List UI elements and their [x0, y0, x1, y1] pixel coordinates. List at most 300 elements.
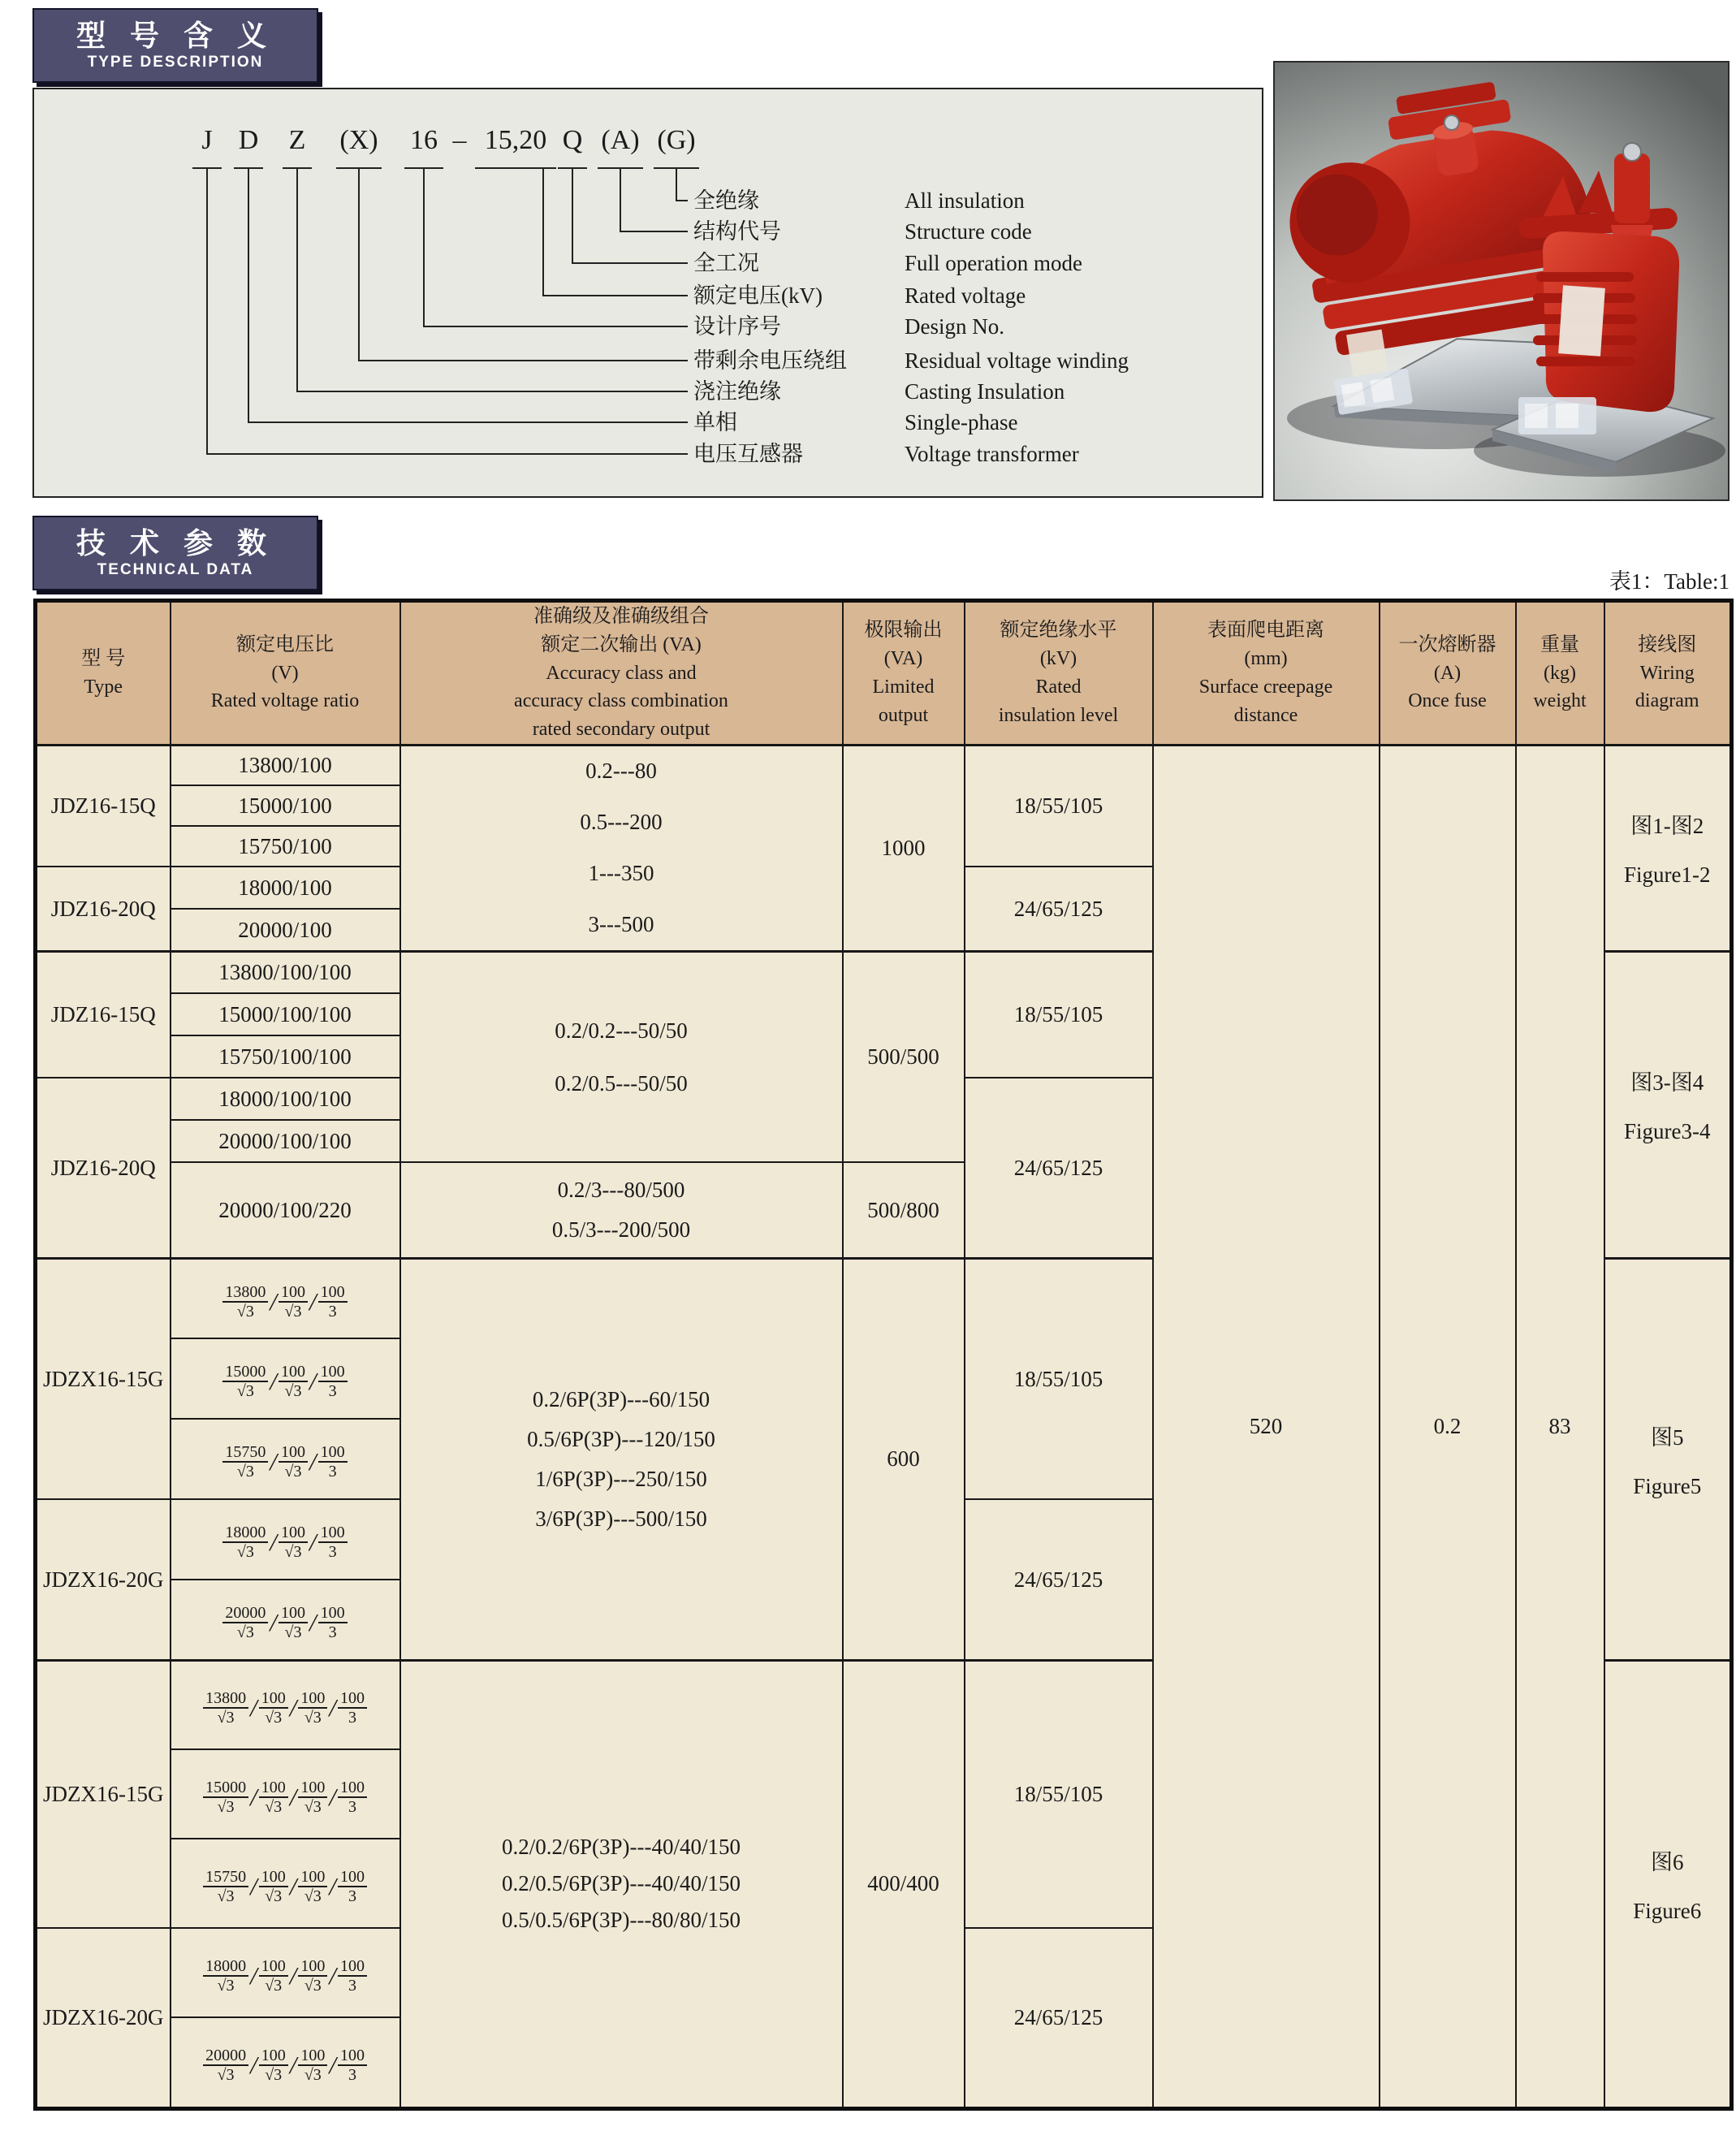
- title-zh: 技 术 参 数: [76, 525, 274, 560]
- type-cell: JDZ16-15Q: [36, 951, 171, 1078]
- fraction-denominator: √3: [265, 1887, 283, 1905]
- header-line: Surface creepage: [1198, 676, 1333, 698]
- fraction-numerator: 100: [279, 1283, 308, 1303]
- title-zh: 型 号 含 义: [76, 18, 274, 52]
- fraction: [203, 1779, 248, 1816]
- type-code-part: (X): [339, 125, 378, 155]
- fraction-numerator: 18000: [203, 1957, 248, 1977]
- ratio-fraction: [202, 1779, 368, 1816]
- fraction: [318, 1283, 348, 1321]
- fraction-denominator: √3: [236, 1302, 254, 1321]
- type-cell: JDZ16-20Q: [36, 867, 171, 951]
- fraction-denominator: √3: [236, 1463, 254, 1481]
- legend-label-en: Residual voltage winding: [905, 348, 1129, 373]
- fraction: [298, 1779, 327, 1816]
- col-header-fuse: [1380, 601, 1516, 746]
- header-line: Accuracy class and: [546, 662, 697, 684]
- insulation-cell: 24/65/125: [965, 1078, 1153, 1258]
- insulation-cell: 24/65/125: [965, 867, 1153, 951]
- header-line: accuracy class combination: [514, 690, 728, 712]
- accuracy-cell: [400, 1162, 843, 1258]
- insulation-cell: 18/55/105: [965, 1258, 1153, 1499]
- ratio-cell: [171, 1419, 400, 1499]
- legend-label-zh: 电压互感器: [693, 442, 803, 466]
- fraction-denominator: √3: [217, 1887, 235, 1905]
- type-cell: JDZX16-20G: [36, 1499, 171, 1660]
- fraction-numerator: 100: [298, 2047, 327, 2066]
- legend-label-zh: 带剩余电压绕组: [693, 348, 847, 373]
- technical-data-title: [32, 516, 318, 590]
- cell-lines: [1605, 1844, 1730, 1924]
- fraction: [318, 1524, 348, 1561]
- type-cell: JDZ16-15Q: [36, 745, 171, 867]
- header-line: 准确级及准确级组合: [533, 606, 709, 627]
- col-header-type: [36, 601, 171, 746]
- col-header-output: [843, 601, 965, 746]
- fraction: [338, 1689, 367, 1727]
- header-line: (V): [271, 662, 299, 684]
- legend-row: [34, 439, 1262, 469]
- fraction: [298, 1868, 327, 1905]
- header-line: Type: [84, 676, 123, 698]
- fraction-separator: /: [309, 1528, 317, 1557]
- fraction-denominator: √3: [236, 1623, 254, 1642]
- fraction-numerator: 20000: [203, 2047, 248, 2066]
- type-code-part: (G): [657, 125, 696, 155]
- fraction-separator: /: [289, 1693, 297, 1723]
- legend-row: [34, 345, 1262, 376]
- cell-line: 0.2/6P(3P)---60/150: [532, 1386, 710, 1411]
- header-line: 表面爬电距离: [1207, 620, 1324, 642]
- cell-line: 1---350: [588, 861, 654, 886]
- fraction-separator: /: [309, 1286, 317, 1316]
- wiring-cell: [1604, 1660, 1732, 2108]
- ratio-cell: [171, 1338, 400, 1419]
- legend-label-zh: 全工况: [693, 251, 759, 275]
- fraction-separator: /: [270, 1608, 277, 1637]
- fraction: [222, 1524, 268, 1561]
- fraction-separator: /: [270, 1528, 277, 1557]
- type-code-panel: [32, 88, 1263, 498]
- legend-row: [34, 248, 1262, 279]
- ratio-cell: [171, 2017, 400, 2108]
- fraction: [338, 2047, 367, 2084]
- fraction-numerator: 100: [298, 1689, 327, 1709]
- ratio-cell: 20000/100/100: [171, 1120, 400, 1162]
- fraction-denominator: √3: [304, 1709, 322, 1727]
- fraction-denominator: √3: [217, 1976, 235, 1995]
- ratio-fraction: [222, 1443, 348, 1480]
- fraction-denominator: 3: [348, 1976, 356, 1995]
- fraction-separator: /: [270, 1367, 277, 1396]
- fraction-denominator: √3: [236, 1382, 254, 1401]
- legend-label-zh: 单相: [693, 410, 737, 434]
- fraction-denominator: 3: [328, 1543, 337, 1562]
- cell-line: 图1-图2: [1630, 814, 1704, 839]
- fraction-numerator: 100: [298, 1957, 327, 1977]
- cell-line: 0.5/3---200/500: [551, 1217, 691, 1243]
- fuse-cell: 0.2: [1380, 745, 1516, 2108]
- fraction-numerator: 100: [338, 1779, 367, 1798]
- type-cell: JDZX16-15G: [36, 1660, 171, 1928]
- fraction: [259, 1957, 288, 1995]
- cell-line: 0.2---80: [585, 759, 657, 784]
- fraction-numerator: 100: [259, 2047, 288, 2066]
- fraction: [279, 1283, 308, 1321]
- legend-row: [34, 311, 1262, 342]
- fraction-separator: /: [270, 1447, 277, 1476]
- wiring-cell: [1604, 951, 1732, 1258]
- accuracy-cell: [400, 1258, 843, 1660]
- legend-label-zh: 全绝缘: [693, 188, 759, 213]
- fraction-denominator: √3: [284, 1382, 302, 1401]
- weight-cell: 83: [1516, 745, 1604, 2108]
- header-line: weight: [1533, 690, 1587, 712]
- fraction: [259, 1868, 288, 1905]
- ratio-cell: 20000/100/220: [171, 1162, 400, 1258]
- fraction-separator: /: [329, 1782, 336, 1811]
- cell-line: Figure5: [1633, 1473, 1702, 1498]
- ratio-cell: 15750/100/100: [171, 1035, 400, 1078]
- cell-line: 0.5---200: [580, 810, 663, 835]
- fraction: [259, 1779, 288, 1816]
- output-cell: 400/400: [843, 1660, 965, 2108]
- cell-line: 0.2/0.2---50/50: [555, 1018, 688, 1043]
- legend-label-en: Design No.: [905, 314, 1004, 339]
- col-header-ratio: [171, 601, 400, 746]
- cell-lines: [1605, 1065, 1730, 1144]
- legend-label-en: Single-phase: [905, 410, 1018, 434]
- ratio-fraction: [222, 1524, 348, 1561]
- ratio-fraction: [202, 1868, 368, 1905]
- fraction-numerator: 15000: [203, 1779, 248, 1798]
- ratio-fraction: [222, 1604, 348, 1641]
- title-en: TECHNICAL DATA: [97, 561, 254, 579]
- type-code-part: 15,20: [484, 125, 547, 155]
- ratio-fraction: [222, 1363, 348, 1400]
- cell-lines: [401, 1018, 842, 1096]
- fraction-numerator: 100: [259, 1957, 288, 1977]
- ratio-cell: [171, 1660, 400, 1749]
- header-line: (mm): [1244, 648, 1288, 670]
- fraction: [203, 1689, 248, 1727]
- cell-line: 0.2/3---80/500: [557, 1178, 685, 1203]
- insulation-cell: 24/65/125: [965, 1928, 1153, 2108]
- ratio-cell: [171, 1839, 400, 1928]
- header-line: insulation level: [998, 704, 1119, 726]
- output-cell: 600: [843, 1258, 965, 1660]
- ratio-fraction: [202, 2047, 368, 2084]
- fraction-denominator: √3: [284, 1543, 302, 1562]
- fraction-denominator: 3: [348, 1887, 356, 1905]
- fraction-denominator: 3: [348, 2066, 356, 2085]
- fraction-numerator: 100: [338, 2047, 367, 2066]
- cell-lines: [401, 759, 842, 937]
- fraction-numerator: 13800: [222, 1283, 268, 1303]
- fraction-separator: /: [250, 1960, 257, 1990]
- cell-line: 图6: [1651, 1849, 1684, 1874]
- legend-label-en: Casting Insulation: [905, 379, 1065, 404]
- insulation-cell: 24/65/125: [965, 1499, 1153, 1660]
- insulation-cell: 18/55/105: [965, 1660, 1153, 1928]
- type-code-part: D: [238, 125, 259, 155]
- fraction: [298, 2047, 327, 2084]
- header-line: 额定二次输出 (VA): [541, 633, 702, 655]
- fraction-denominator: √3: [217, 1709, 235, 1727]
- fraction: [203, 1868, 248, 1905]
- type-code-part: Z: [288, 125, 306, 155]
- fraction-denominator: √3: [265, 1976, 283, 1995]
- fraction-denominator: 3: [328, 1623, 337, 1642]
- legend-row: [34, 376, 1262, 407]
- header-line: 型 号: [81, 648, 126, 670]
- fraction: [279, 1524, 308, 1561]
- fraction: [298, 1689, 327, 1727]
- fraction-numerator: 100: [279, 1443, 308, 1463]
- cell-line: Figure3-4: [1624, 1119, 1711, 1144]
- col-header-weight: [1516, 601, 1604, 746]
- cell-lines: [1605, 1420, 1730, 1499]
- fraction: [222, 1604, 268, 1641]
- fraction-denominator: √3: [265, 1709, 283, 1727]
- fraction-denominator: √3: [284, 1623, 302, 1642]
- ratio-cell: 18000/100: [171, 867, 400, 909]
- ratio-cell: 13800/100: [171, 745, 400, 785]
- fraction-denominator: 3: [328, 1463, 337, 1481]
- cell-line: Figure1-2: [1624, 862, 1711, 888]
- spec-table: [33, 599, 1734, 2111]
- col-header-accuracy: [400, 601, 843, 746]
- fraction-numerator: 20000: [222, 1604, 268, 1623]
- legend-label-en: Full operation mode: [905, 251, 1082, 275]
- header-line: 重量: [1540, 633, 1579, 655]
- fraction-denominator: √3: [236, 1543, 254, 1562]
- fraction: [259, 2047, 288, 2084]
- legend-label-en: Structure code: [905, 219, 1032, 244]
- cell-line: 图5: [1651, 1424, 1684, 1450]
- cell-line: 0.2/0.2/6P(3P)---40/40/150: [502, 1835, 741, 1860]
- fraction-numerator: 100: [318, 1363, 348, 1382]
- legend-label-en: Voltage transformer: [905, 442, 1079, 466]
- legend-label-en: All insulation: [905, 188, 1025, 213]
- ratio-cell: 18000/100/100: [171, 1078, 400, 1120]
- fraction-numerator: 100: [279, 1604, 308, 1623]
- cell-line: 0.5/6P(3P)---120/150: [527, 1426, 715, 1451]
- legend-label-zh: 额定电压(kV): [693, 283, 823, 308]
- legend-label-zh: 结构代号: [693, 219, 781, 244]
- fraction: [222, 1363, 268, 1400]
- accuracy-cell: [400, 951, 843, 1162]
- ratio-fraction: [202, 1689, 368, 1727]
- cell-line: 0.2/0.5---50/50: [555, 1070, 688, 1096]
- type-cell: JDZX16-20G: [36, 1928, 171, 2108]
- fraction-denominator: √3: [304, 1976, 322, 1995]
- ratio-cell: 15000/100/100: [171, 993, 400, 1035]
- ratio-cell: [171, 1580, 400, 1660]
- creepage-cell: 520: [1153, 745, 1380, 2108]
- accuracy-cell: [400, 745, 843, 951]
- fraction-denominator: √3: [284, 1463, 302, 1481]
- type-description-title: [32, 8, 318, 83]
- ratio-cell: [171, 1928, 400, 2017]
- header-line: (A): [1433, 662, 1462, 684]
- ratio-cell: [171, 1499, 400, 1580]
- fraction-numerator: 15750: [222, 1443, 268, 1463]
- fraction-numerator: 18000: [222, 1524, 268, 1543]
- header-line: 额定绝缘水平: [1000, 620, 1117, 642]
- fraction-numerator: 100: [259, 1868, 288, 1887]
- fraction-denominator: √3: [217, 2066, 235, 2085]
- ratio-fraction: [222, 1283, 348, 1321]
- fraction-denominator: √3: [304, 2066, 322, 2085]
- legend-label-en: Rated voltage: [905, 283, 1026, 308]
- cell-line: Figure6: [1633, 1898, 1702, 1923]
- fraction-separator: /: [289, 1782, 297, 1811]
- cell-line: 图3-图4: [1630, 1070, 1704, 1096]
- output-cell: 1000: [843, 745, 965, 951]
- fraction-numerator: 100: [338, 1868, 367, 1887]
- header-line: 额定电压比: [236, 633, 334, 655]
- fraction-numerator: 100: [259, 1779, 288, 1798]
- ratio-cell: 13800/100/100: [171, 951, 400, 993]
- header-line: (kg): [1544, 662, 1576, 684]
- fraction-numerator: 100: [259, 1689, 288, 1709]
- ratio-cell: 15750/100: [171, 826, 400, 867]
- fraction: [203, 1957, 248, 1995]
- type-code-part: (A): [601, 125, 640, 155]
- fraction-numerator: 100: [279, 1363, 308, 1382]
- type-code-part: J: [201, 125, 213, 155]
- type-code-part: –: [452, 125, 467, 155]
- header-line: Wiring: [1639, 662, 1695, 684]
- header-line: Rated: [1035, 676, 1082, 698]
- header-line: 一次熔断器: [1398, 633, 1496, 655]
- header-line: Limited: [872, 676, 935, 698]
- legend-row: [34, 216, 1262, 247]
- type-code-part: Q: [562, 125, 583, 155]
- cell-lines: [401, 1835, 842, 1933]
- table-reference: 表1：Table:1: [1609, 569, 1730, 594]
- ratio-cell: 20000/100: [171, 909, 400, 951]
- fraction-numerator: 15750: [203, 1868, 248, 1887]
- fraction: [318, 1443, 348, 1480]
- fraction-denominator: √3: [284, 1302, 302, 1321]
- fraction: [298, 1957, 327, 1995]
- fraction: [279, 1363, 308, 1400]
- fraction: [338, 1868, 367, 1905]
- header-line: 极限输出: [864, 620, 943, 642]
- fraction: [222, 1283, 268, 1321]
- fraction: [279, 1443, 308, 1480]
- cell-lines: [1605, 808, 1730, 888]
- fraction-separator: /: [289, 1871, 297, 1900]
- ratio-cell: [171, 1749, 400, 1839]
- wiring-cell: [1604, 745, 1732, 951]
- fraction-separator: /: [250, 2051, 257, 2080]
- fraction-separator: /: [250, 1782, 257, 1811]
- legend-label-zh: 设计序号: [693, 314, 781, 339]
- fraction: [222, 1443, 268, 1480]
- fraction-denominator: √3: [265, 1797, 283, 1816]
- fraction: [318, 1604, 348, 1641]
- fraction-numerator: 15000: [222, 1363, 268, 1382]
- cell-line: 1/6P(3P)---250/150: [535, 1466, 707, 1491]
- title-en: TYPE DESCRIPTION: [87, 54, 264, 71]
- wiring-cell: [1604, 1258, 1732, 1660]
- output-cell: 500/500: [843, 951, 965, 1162]
- fraction: [279, 1604, 308, 1641]
- fraction-numerator: 100: [298, 1868, 327, 1887]
- header-row: [36, 601, 1732, 746]
- header-line: rated secondary output: [532, 719, 710, 741]
- cell-lines: [401, 1178, 842, 1243]
- fraction: [203, 2047, 248, 2084]
- voltage-transformers-image: [1275, 63, 1728, 499]
- fraction-numerator: 100: [338, 1689, 367, 1709]
- fraction-denominator: 3: [328, 1382, 337, 1401]
- header-line: diagram: [1635, 690, 1699, 712]
- cell-line: 3/6P(3P)---500/150: [535, 1506, 707, 1531]
- header-line: distance: [1233, 704, 1298, 726]
- fraction-separator: /: [329, 1693, 336, 1723]
- fraction-separator: /: [270, 1286, 277, 1316]
- fraction-separator: /: [329, 2051, 336, 2080]
- fraction-denominator: 3: [348, 1709, 356, 1727]
- accuracy-cell: [400, 1660, 843, 2108]
- col-header-creepage: [1153, 601, 1380, 746]
- fraction-separator: /: [250, 1871, 257, 1900]
- fraction-numerator: 100: [318, 1604, 348, 1623]
- fraction-numerator: 13800: [203, 1689, 248, 1709]
- header-line: (kV): [1039, 648, 1077, 670]
- ratio-cell: 15000/100: [171, 785, 400, 826]
- table-row: [36, 745, 1732, 785]
- fraction-separator: /: [309, 1608, 317, 1637]
- fraction-separator: /: [329, 1871, 336, 1900]
- fraction-separator: /: [329, 1960, 336, 1990]
- fraction-denominator: √3: [304, 1797, 322, 1816]
- fraction-separator: /: [289, 1960, 297, 1990]
- fraction-denominator: √3: [265, 2066, 283, 2085]
- fraction: [338, 1957, 367, 1995]
- type-code-part: 16: [410, 125, 438, 155]
- fraction-numerator: 100: [298, 1779, 327, 1798]
- product-photo: [1273, 61, 1730, 501]
- header-line: Once fuse: [1408, 690, 1487, 712]
- fraction-numerator: 100: [338, 1957, 367, 1977]
- fraction: [318, 1363, 348, 1400]
- fraction-denominator: √3: [304, 1887, 322, 1905]
- col-header-wiring: [1604, 601, 1732, 746]
- ratio-fraction: [202, 1957, 368, 1995]
- cell-line: 0.5/0.5/6P(3P)---80/80/150: [502, 1908, 741, 1933]
- fraction-numerator: 100: [279, 1524, 308, 1543]
- cell-line: 3---500: [588, 912, 654, 937]
- fraction-numerator: 100: [318, 1524, 348, 1543]
- insulation-cell: 18/55/105: [965, 745, 1153, 867]
- fraction-denominator: 3: [328, 1302, 337, 1321]
- type-cell: JDZX16-15G: [36, 1258, 171, 1499]
- header-line: output: [878, 704, 929, 726]
- cell-line: 0.2/0.5/6P(3P)---40/40/150: [502, 1871, 741, 1896]
- insulation-cell: 18/55/105: [965, 951, 1153, 1078]
- col-header-insulation: [965, 601, 1153, 746]
- header-line: 接线图: [1638, 633, 1697, 655]
- fraction: [259, 1689, 288, 1727]
- legend-row: [34, 280, 1262, 311]
- cell-lines: [401, 1387, 842, 1532]
- legend-row: [34, 185, 1262, 216]
